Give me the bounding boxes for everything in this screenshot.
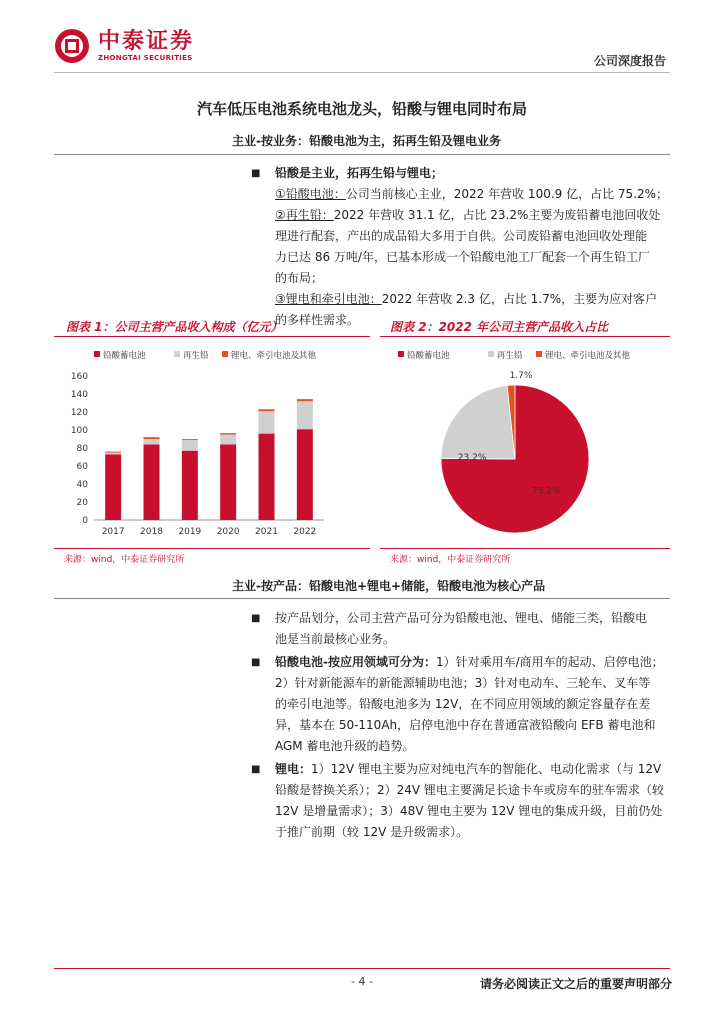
section2-line bbox=[275, 780, 675, 801]
section2-line bbox=[275, 822, 675, 843]
page-header bbox=[0, 0, 724, 80]
section1-line bbox=[275, 247, 675, 268]
section2-line bbox=[275, 736, 675, 757]
legend-swatch bbox=[94, 351, 100, 357]
section1-line-text: 公司当前核心主业，2022 年营收 100.9 亿，占比 75.2%； bbox=[345, 187, 669, 201]
x-tick-label: 2019 bbox=[178, 527, 202, 537]
bar-segment bbox=[220, 433, 236, 434]
pie-data-label: 1.7% bbox=[509, 371, 533, 381]
section2-line-text: 2）针对新能源车的新能源辅助电池；3）针对电动车、三轮车、叉车等 bbox=[275, 676, 651, 690]
figure1-stacked-bar-chart bbox=[54, 340, 370, 545]
legend-label: 锂电、牵引电池及其他 bbox=[545, 351, 631, 361]
section2-bullet-list bbox=[251, 608, 675, 845]
legend-label: 再生铅 bbox=[183, 351, 209, 361]
section2-bullet-lead: 锂电： bbox=[275, 762, 312, 776]
bar-segment bbox=[105, 452, 121, 453]
section2-line-text: AGM 蓄电池升级的趋势。 bbox=[275, 739, 415, 753]
bar-segment bbox=[297, 399, 313, 401]
y-tick-label: 0 bbox=[82, 516, 88, 526]
section1-line bbox=[275, 226, 675, 247]
section1-line bbox=[275, 184, 675, 205]
bullet-square-icon: ■ bbox=[251, 657, 261, 668]
section2-bullet bbox=[251, 608, 675, 650]
legend-swatch bbox=[222, 351, 228, 357]
footer-divider bbox=[54, 968, 670, 969]
x-tick-label: 2017 bbox=[101, 527, 125, 537]
legend-swatch bbox=[398, 351, 404, 357]
report-type-label: 公司深度报告 bbox=[593, 54, 666, 68]
pie-slice bbox=[441, 385, 515, 459]
section2-line-text: 的牵引电池等。铅酸电池多为 12V，在不同应用领域的额定容量存在差 bbox=[275, 697, 651, 711]
section2-line-text: 铅酸是替换关系）；2）24V 锂电主要满足长途卡车或房车的驻车需求（较 bbox=[275, 783, 664, 797]
legend-label: 铅酸蓄电池 bbox=[407, 351, 450, 361]
footer-disclaimer: 请务必阅读正文之后的重要声明部分 bbox=[479, 977, 672, 991]
section2-bullet-lead: 铅酸电池-按应用领域可分为： bbox=[275, 655, 436, 669]
section2-line bbox=[275, 759, 675, 780]
section2-line-text: 12V 是增量需求）；3）48V 锂电主要为 12V 锂电的集成升级，目前仍处 bbox=[275, 804, 663, 818]
section1-line-text: 力已达 86 万吨/年，已基本形成一个铅酸电池工厂配套一个再生铅工厂 bbox=[275, 250, 650, 264]
figure1-title: 图表 1：公司主营产品收入构成（亿元） bbox=[66, 320, 283, 334]
section1-heading: 主业-按业务：铅酸电池为主，拓再生铅及锂电业务 bbox=[232, 134, 501, 148]
figure1-bottom-rule bbox=[54, 548, 370, 549]
logo-en-text: ZHONGTAI SECURITIES bbox=[98, 54, 193, 62]
legend-swatch bbox=[174, 351, 180, 357]
bullet-square-icon: ■ bbox=[251, 764, 261, 775]
bar-segment bbox=[105, 453, 121, 455]
y-tick-label: 20 bbox=[76, 498, 88, 508]
section1-line-text: 的多样性需求。 bbox=[275, 313, 360, 327]
section1-line bbox=[275, 205, 675, 226]
section2-line-text: 1）针对乘用车/商用车的起动、启停电池； bbox=[435, 655, 664, 669]
legend-swatch bbox=[488, 351, 494, 357]
section1-line-label: ①铅酸电池： bbox=[275, 187, 346, 201]
bar-segment bbox=[297, 401, 313, 429]
section1-line-text: 2022 年营收 2.3 亿，占比 1.7%，主要为应对客户 bbox=[381, 292, 658, 306]
legend-label: 铅酸蓄电池 bbox=[103, 351, 146, 361]
section2-line bbox=[275, 715, 675, 736]
section2-line bbox=[275, 694, 675, 715]
logo-cn-text: 中泰证券 bbox=[98, 29, 195, 54]
figure2-title-rule bbox=[380, 336, 670, 337]
figure2-source: 来源：wind，中泰证券研究所 bbox=[390, 555, 511, 565]
pie-data-label: 23.2% bbox=[457, 453, 487, 463]
bar-segment bbox=[220, 435, 236, 445]
section1-bullet bbox=[251, 163, 675, 331]
section2-line bbox=[275, 801, 675, 822]
section2-heading: 主业-按产品：铅酸电池+锂电+储能，铅酸电池为核心产品 bbox=[232, 579, 546, 593]
section1-line-text: 2022 年营收 31.1 亿，占比 23.2%主要为废铅蓄电池回收处 bbox=[333, 208, 661, 222]
section1-divider bbox=[54, 154, 670, 155]
section1-line-text: 的布局； bbox=[275, 271, 324, 285]
bar-segment bbox=[182, 451, 198, 520]
legend-swatch bbox=[536, 351, 542, 357]
bar-segment bbox=[105, 454, 121, 520]
zhongtai-logo-icon bbox=[54, 28, 90, 64]
page-title: 汽车低压电池系统电池龙头，铅酸与锂电同时布局 bbox=[196, 100, 527, 118]
company-logo bbox=[54, 28, 194, 64]
section2-line bbox=[275, 673, 675, 694]
bar-segment bbox=[144, 444, 160, 520]
legend-label: 锂电、牵引电池及其他 bbox=[231, 351, 317, 361]
bar-segment bbox=[144, 439, 160, 444]
section2-line-text: 1）12V 锂电主要为应对纯电汽车的智能化、电动化需求（与 12V bbox=[311, 762, 662, 776]
y-tick-label: 60 bbox=[76, 462, 88, 472]
bar-segment bbox=[220, 444, 236, 520]
section1-bullet-lead: 铅酸是主业，拓再生铅与锂电； bbox=[275, 166, 444, 180]
y-tick-label: 40 bbox=[76, 480, 88, 490]
figure1-source: 来源：wind，中泰证券研究所 bbox=[64, 555, 185, 565]
bar-segment bbox=[182, 440, 198, 451]
section2-line-text: 池是当前最核心业务。 bbox=[275, 632, 396, 646]
section1-line-label: ③锂电和牵引电池： bbox=[275, 292, 382, 306]
x-tick-label: 2022 bbox=[293, 527, 317, 537]
page-number: - 4 - bbox=[351, 975, 373, 988]
y-tick-label: 80 bbox=[76, 444, 88, 454]
bar-segment bbox=[259, 411, 275, 434]
legend-label: 再生铅 bbox=[497, 351, 523, 361]
section2-line bbox=[275, 608, 675, 629]
figure2-title: 图表 2：2022 年公司主营产品收入占比 bbox=[390, 320, 609, 334]
section2-line bbox=[275, 629, 675, 650]
section2-line-text: 异，基本在 50-110Ah，启停电池中存在普通富液铅酸向 EFB 蓄电池和 bbox=[275, 718, 656, 732]
section2-divider bbox=[54, 598, 670, 599]
y-tick-label: 100 bbox=[70, 426, 88, 436]
section2-line bbox=[275, 652, 675, 673]
section1-line bbox=[275, 268, 675, 289]
figure2-bottom-rule bbox=[380, 548, 670, 549]
section2-line-text: 于推广前期（较 12V 是升级需求）。 bbox=[275, 825, 469, 839]
bullet-square-icon: ■ bbox=[251, 168, 261, 179]
figure1-title-rule bbox=[54, 336, 370, 337]
bar-segment bbox=[144, 437, 160, 439]
section2-line-text: 按产品划分，公司主营产品可分为铅酸电池、锂电、储能三类，铅酸电 bbox=[275, 611, 648, 625]
bar-segment bbox=[259, 409, 275, 411]
bullet-square-icon: ■ bbox=[251, 613, 261, 624]
y-tick-label: 140 bbox=[70, 390, 88, 400]
section1-line bbox=[275, 289, 675, 310]
section2-bullet bbox=[251, 759, 675, 843]
section2-bullet bbox=[251, 652, 675, 757]
header-divider bbox=[54, 72, 670, 73]
x-tick-label: 2021 bbox=[255, 527, 278, 537]
bar-segment bbox=[182, 439, 198, 440]
x-tick-label: 2020 bbox=[216, 527, 240, 537]
bar-segment bbox=[259, 434, 275, 520]
y-tick-label: 120 bbox=[70, 408, 88, 418]
y-tick-label: 160 bbox=[70, 372, 88, 382]
x-tick-label: 2018 bbox=[140, 527, 163, 537]
section1-line-text: 理进行配套，产出的成品铅大多用于自供。公司废铅蓄电池回收处理能 bbox=[275, 229, 648, 243]
figure2-pie-chart bbox=[380, 340, 670, 545]
pie-data-label: 75.2% bbox=[531, 486, 561, 497]
bar-segment bbox=[297, 429, 313, 520]
section1-line-label: ②再生铅： bbox=[275, 208, 334, 222]
